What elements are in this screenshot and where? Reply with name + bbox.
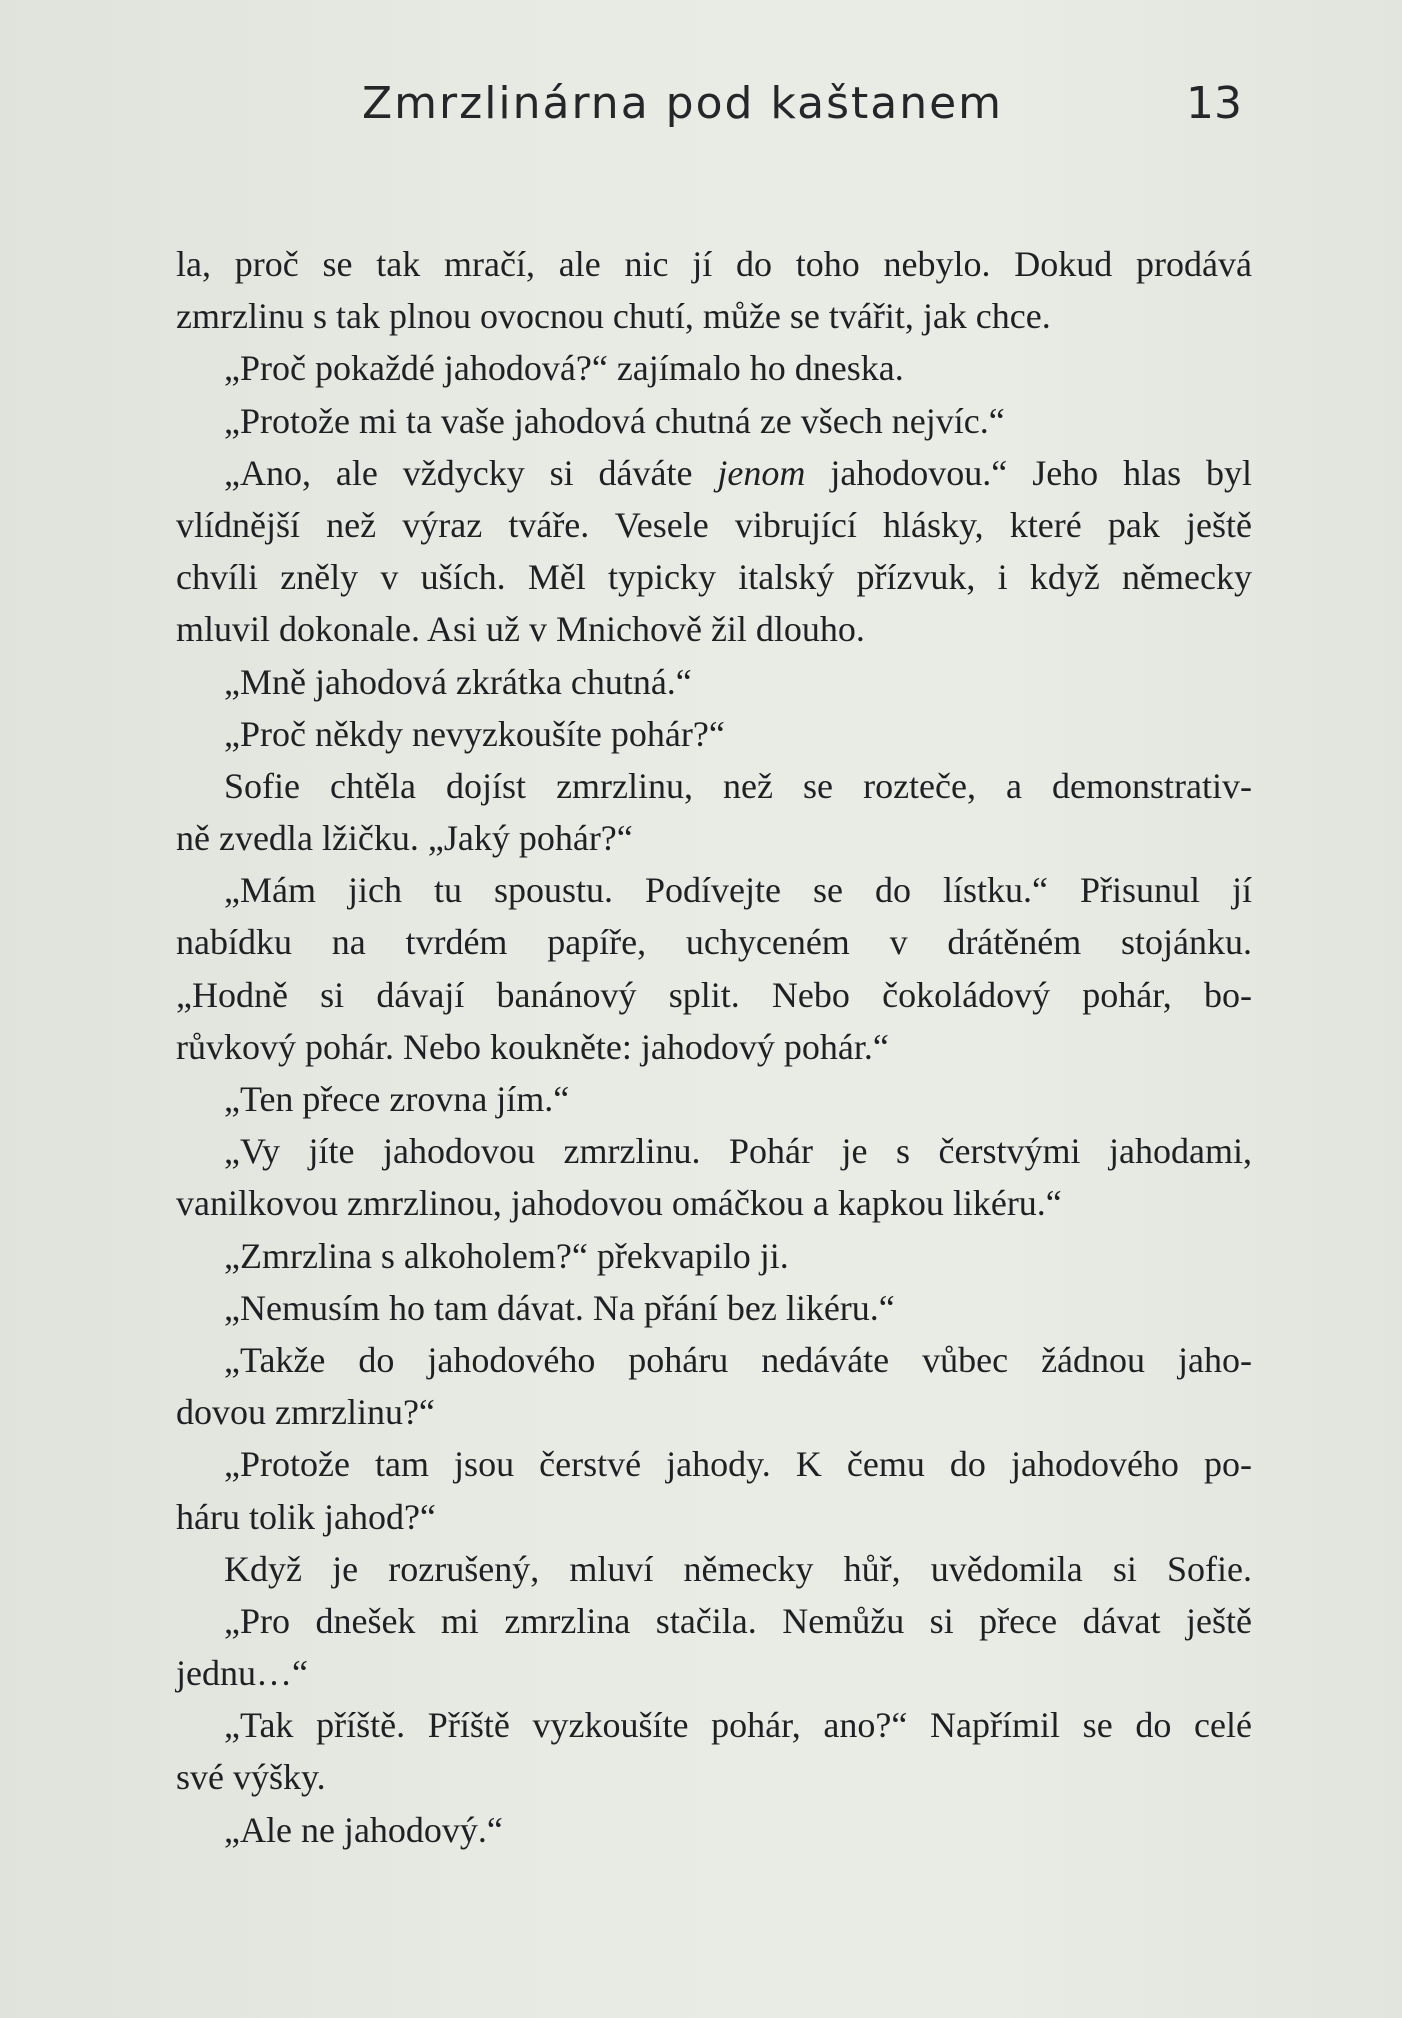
text-line-content: vanilkovou zmrzlinou, jahodovou omáčkou a kapkou likéru.“ <box>176 1183 1062 1224</box>
text-line-content: „Protože mi ta vaše jahodová chutná ze všech nejvíc.“ <box>224 400 1005 441</box>
text-line <box>176 1334 1252 1386</box>
text-line <box>176 1595 1252 1647</box>
text-line-content: „Hodně si dávají banánový split. Nebo čokoládový pohár, bo- <box>176 974 1252 1015</box>
text-line <box>176 603 1252 655</box>
text-line <box>176 1177 1252 1229</box>
text-line-content: „Ten přece zrovna jím.“ <box>224 1079 570 1119</box>
text-line <box>176 656 1252 708</box>
text-line-content: „Proč někdy nevyzkoušíte pohár?“ <box>224 713 725 754</box>
text-line-content: „Vy jíte jahodovou zmrzlinu. Pohár je s čerstvými jahodami, <box>224 1131 1252 1172</box>
text-line <box>176 1438 1252 1490</box>
text-line-content: dovou zmrzlinu?“ <box>176 1392 435 1433</box>
text-line-content: la, proč se tak mračí, ale nic jí do toho nebylo. Dokud prodává <box>176 244 1252 284</box>
text-line-content: nabídku na tvrdém papíře, uchyceném v drátěném stojánku. <box>176 922 1252 963</box>
text-line <box>176 1647 1252 1699</box>
text-line-content: chvíli zněly v uších. Měl typicky italský přízvuk, i když německy <box>176 557 1252 598</box>
text-line-content: „Zmrzlina s alkoholem?“ překvapilo ji. <box>224 1235 789 1276</box>
text-line <box>176 1021 1252 1073</box>
text-line <box>176 1125 1252 1177</box>
text-line-content: zmrzlinu s tak plnou ovocnou chutí, může se tvářit, jak chce. <box>176 296 1051 337</box>
text-line-content: své výšky. <box>176 1757 326 1798</box>
text-line <box>176 969 1252 1021</box>
text-line <box>176 1073 1252 1125</box>
text-line-content: růvkový pohár. Nebo koukněte: jahodový pohár.“ <box>176 1026 889 1067</box>
text-line <box>176 812 1252 864</box>
text-line-content: „Mám jich tu spoustu. Podívejte se do lístku.“ Přisunul jí <box>224 870 1252 911</box>
text-line-content: Když je rozrušený, mluví německy hůř, uvědomila si Sofie. <box>224 1548 1252 1589</box>
text-line-content: „Tak příště. Příště vyzkoušíte pohár, ano?“ Napřímil se do celé <box>224 1705 1252 1746</box>
text-line <box>176 290 1252 342</box>
text-line-content: vlídnější než výraz tváře. Vesele vibrující hlásky, které pak ještě <box>176 504 1252 545</box>
body-text <box>176 238 1252 1856</box>
text-line-content: „Mně jahodová zkrátka chutná.“ <box>224 661 692 702</box>
text-line <box>176 551 1252 603</box>
text-line <box>176 760 1252 812</box>
text-line <box>176 342 1252 394</box>
page-number: 13 <box>1186 78 1242 129</box>
text-line <box>176 1699 1252 1751</box>
text-line <box>176 1282 1252 1334</box>
text-line-content: „Protože tam jsou čerstvé jahody. K čemu do jahodového po- <box>224 1444 1252 1485</box>
running-title: Zmrzlinárna pod kaštanem <box>362 78 1004 129</box>
text-line <box>176 447 1252 499</box>
text-line-content: mluvil dokonale. Asi už v Mnichově žil dlouho. <box>176 609 865 650</box>
text-line <box>176 395 1252 447</box>
text-line-content: „Ano, ale vždycky si dáváte <box>224 452 718 493</box>
text-line <box>176 916 1252 968</box>
page-header <box>0 78 1402 148</box>
text-line-content: „Pro dnešek mi zmrzlina stačila. Nemůžu si přece dávat ještě <box>224 1600 1252 1641</box>
text-line <box>176 1230 1252 1282</box>
text-line <box>176 708 1252 760</box>
text-line-content: ně zvedla lžičku. „Jaký pohár?“ <box>176 818 633 859</box>
text-line <box>176 499 1252 551</box>
text-line-continuation: jahodovou.“ Jeho hlas byl <box>805 452 1252 493</box>
text-line-content: „Proč pokaždé jahodová?“ zajímalo ho dneska. <box>224 348 904 389</box>
text-line <box>176 1491 1252 1543</box>
text-line <box>176 1751 1252 1803</box>
text-line-content: „Ale ne jahodový.“ <box>224 1809 503 1850</box>
text-line <box>176 1386 1252 1438</box>
text-line-content: Sofie chtěla dojíst zmrzlinu, než se rozteče, a demonstrativ- <box>224 765 1252 806</box>
text-line-content: háru tolik jahod?“ <box>176 1496 436 1537</box>
emphasized-word: jenom <box>717 452 806 493</box>
text-line <box>176 238 1252 290</box>
text-line-content: „Takže do jahodového poháru nedáváte vůbec žádnou jaho- <box>224 1339 1252 1380</box>
text-line <box>176 1543 1252 1595</box>
text-line-content: „Nemusím ho tam dávat. Na přání bez likéru.“ <box>224 1287 895 1328</box>
text-line <box>176 864 1252 916</box>
text-line-content: jednu…“ <box>176 1653 308 1694</box>
text-line <box>176 1804 1252 1856</box>
